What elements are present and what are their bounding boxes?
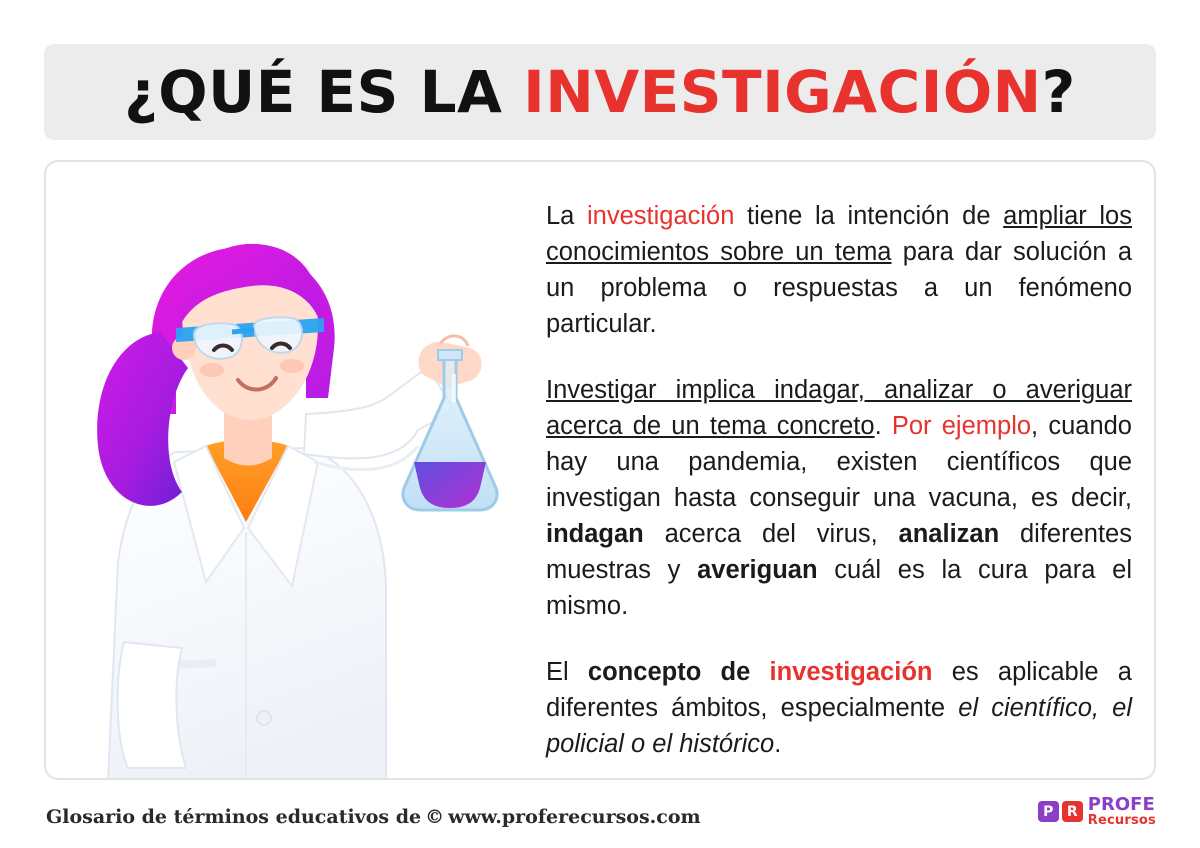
p2-bold-indagan: indagan	[546, 520, 644, 548]
brand-name-top	[1088, 796, 1156, 814]
p3-italic-ambitos: el científico, el policial o el histórico	[546, 694, 1132, 758]
brand-name-bottom: Recursos	[1087, 813, 1156, 828]
p2-bold-averiguan: averiguan	[697, 556, 818, 584]
p2-part2: .	[874, 412, 892, 440]
p3-part4: es aplicable a diferentes ámbitos, especialmente	[546, 658, 1132, 722]
paragraph-2	[546, 372, 1132, 624]
p2-part10: cuál es la cura para el mismo.	[546, 556, 1132, 620]
title-prefix: ¿QUÉ ES LA	[124, 58, 524, 126]
p2-part8: diferentes muestras y	[546, 520, 1132, 584]
brand-mark-p: P	[1038, 801, 1059, 822]
title-suffix: ?	[1041, 58, 1076, 126]
brand-name-lead: P	[1087, 794, 1101, 815]
p1-part5: para dar solución a un problema o respuestas a un fenómeno particular.	[546, 238, 1132, 338]
footer	[46, 794, 1156, 844]
brand-wordmark	[1088, 796, 1156, 827]
brand-name-rest: ROFE	[1100, 794, 1155, 815]
p1-part3: tiene la intención de	[734, 202, 1004, 230]
brand-mark-r: R	[1062, 801, 1083, 822]
brand-logo[interactable]	[1038, 796, 1156, 827]
footer-label: Glosario de términos educativos de	[46, 806, 422, 828]
scientist-illustration	[56, 162, 526, 780]
p2-bold-analizan: analizan	[898, 520, 1000, 548]
footer-credit	[46, 806, 701, 828]
paragraph-1	[546, 198, 1132, 342]
p2-part6: acerca del virus,	[643, 520, 899, 548]
title-banner	[44, 44, 1156, 140]
content-card	[44, 160, 1156, 780]
p3-part6: .	[774, 730, 782, 758]
p2-underlined-phrase: Investigar implica indagar, analizar o averiguar acerca de un tema concreto	[546, 376, 1132, 440]
p1-part1: La	[546, 202, 587, 230]
p3-part1: El	[546, 658, 588, 686]
title-accent: INVESTIGACIÓN	[523, 58, 1042, 126]
p3-bold-red-investigacion: investigación	[769, 658, 933, 686]
footer-website-link[interactable]: www.proferecursos.com	[448, 806, 701, 828]
brand-marks	[1038, 801, 1083, 822]
p3-bold-concepto: concepto de	[587, 658, 770, 686]
p2-por-ejemplo: Por ejemplo	[891, 412, 1032, 440]
paragraph-3	[546, 654, 1132, 762]
copyright-icon: ©	[425, 806, 445, 828]
article-text	[546, 198, 1132, 762]
p1-keyword-investigacion: investigación	[587, 202, 735, 230]
p1-underlined-phrase: ampliar los conocimientos sobre un tema	[546, 202, 1132, 266]
page-title	[124, 58, 1076, 126]
p2-part4: , cuando hay una pandemia, existen científicos que investigan hasta conseguir una vacuna, es decir,	[546, 412, 1132, 512]
